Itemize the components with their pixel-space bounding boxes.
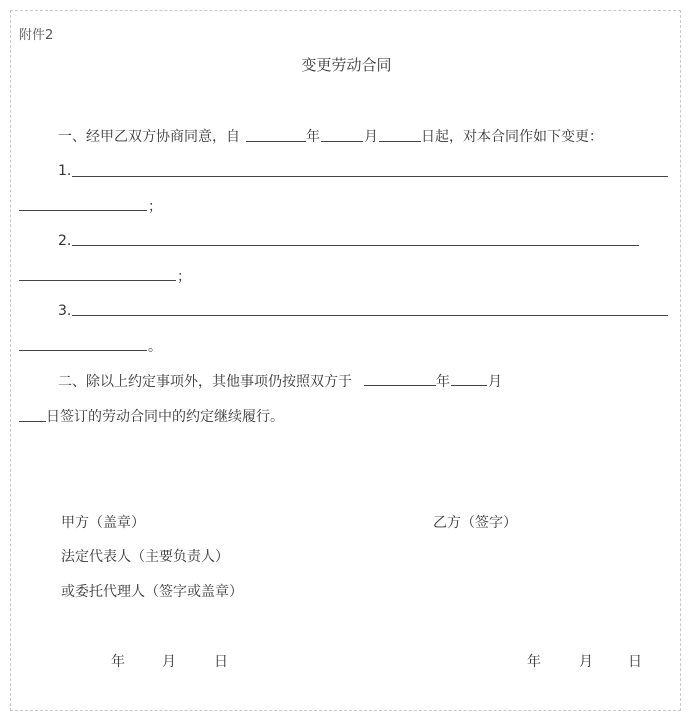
clause-1-year: 年 (306, 129, 320, 145)
legal-rep-label: 法定代表人（主要负责人） (61, 549, 229, 565)
item-3-blank-continued[interactable] (19, 350, 147, 351)
left-date-month: 月 (162, 654, 176, 670)
party-b-label: 乙方（签字） (433, 515, 517, 531)
item-2-number: 2. (58, 233, 72, 249)
party-a-label: 甲方（盖章） (61, 515, 145, 531)
clause-2-prefix: 二、除以上约定事项外，其他事项仍按照双方于 (58, 374, 352, 390)
document-title: 变更劳动合同 (301, 56, 392, 74)
item-1-end-mark: ； (148, 199, 162, 215)
item-1-blank[interactable] (72, 176, 668, 177)
clause-2-year-blank[interactable] (364, 385, 436, 386)
clause-1-prefix: 一、经甲乙双方协商同意，自 (58, 129, 240, 145)
right-date-year: 年 (527, 654, 541, 670)
right-date-day: 日 (628, 654, 642, 670)
item-2-end-mark: ； (177, 269, 191, 285)
right-date-month: 月 (579, 654, 593, 670)
clause-2-day-blank[interactable] (19, 421, 46, 422)
agent-label: 或委托代理人（签字或盖章） (61, 584, 243, 600)
item-2-blank[interactable] (72, 245, 639, 246)
item-1-number: 1. (58, 163, 72, 179)
document-frame (10, 10, 681, 711)
clause-2-year: 年 (436, 374, 450, 390)
clause-1-month-blank[interactable] (321, 141, 363, 142)
item-1-blank-continued[interactable] (19, 210, 147, 211)
clause-1-day-suffix: 日起，对本合同作如下变更： (421, 129, 603, 145)
item-3-blank[interactable] (72, 315, 668, 316)
clause-1-day-blank[interactable] (379, 141, 421, 142)
item-3-end-mark: 。 (148, 339, 162, 355)
item-3-number: 3. (58, 303, 72, 319)
clause-2-month: 月 (488, 374, 502, 390)
clause-2-line2-suffix: 日签订的劳动合同中的约定继续履行。 (46, 409, 284, 425)
left-date-day: 日 (214, 654, 228, 670)
clause-1-month: 月 (364, 129, 378, 145)
attachment-label: 附件2 (19, 28, 54, 43)
clause-1-year-blank[interactable] (246, 141, 306, 142)
clause-2-month-blank[interactable] (451, 385, 487, 386)
left-date-year: 年 (111, 654, 125, 670)
item-2-blank-continued[interactable] (19, 280, 176, 281)
